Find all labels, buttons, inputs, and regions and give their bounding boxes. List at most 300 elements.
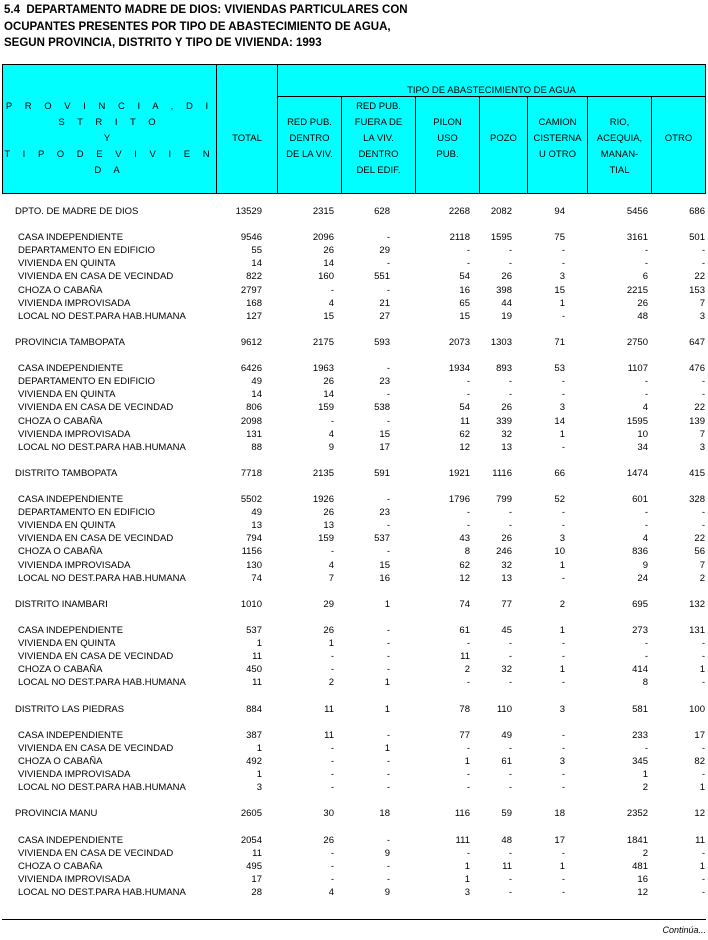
row-label: CASA INDEPENDIENTE: [18, 834, 124, 846]
cell-value: 1: [559, 559, 565, 571]
cell-value: -: [386, 664, 390, 676]
cell-value: -: [508, 769, 512, 781]
cell-value: -: [644, 742, 648, 754]
cell-value: 9: [642, 559, 648, 571]
cell-value: -: [644, 245, 648, 257]
cell-value: 7: [699, 559, 705, 571]
cell-value: 78: [459, 703, 470, 715]
cell-value: 22: [694, 271, 705, 283]
table-row: [0, 886, 708, 899]
cell-value: -: [561, 729, 565, 741]
cell-value: 387: [246, 729, 262, 741]
cell-value: 18: [554, 808, 565, 820]
cell-value: -: [386, 873, 390, 885]
cell-value: -: [508, 520, 512, 532]
cell-value: -: [701, 245, 705, 257]
cell-value: 111: [455, 834, 470, 846]
table-row: [0, 362, 708, 375]
cell-value: 9: [328, 441, 334, 453]
cell-value: -: [561, 441, 565, 453]
cell-value: 884: [246, 703, 262, 715]
table-row: [0, 663, 708, 676]
cell-value: 159: [318, 402, 334, 414]
section-row: [0, 336, 708, 349]
cell-value: 10: [637, 428, 648, 440]
cell-value: 9: [384, 886, 390, 898]
table-row: [0, 729, 708, 742]
row-label: DISTRITO LAS PIEDRAS: [15, 703, 125, 715]
cell-value: 11: [460, 415, 470, 427]
cell-value: -: [386, 520, 390, 532]
cell-value: -: [644, 389, 648, 401]
section-row: [0, 205, 708, 218]
cell-value: 14: [323, 389, 334, 401]
table-row: [0, 297, 708, 310]
cell-value: 12: [459, 441, 470, 453]
cell-value: 52: [554, 494, 565, 506]
cell-value: 153: [689, 284, 705, 296]
cell-value: -: [644, 258, 648, 270]
cell-value: -: [386, 415, 390, 427]
cell-value: 29: [323, 598, 334, 610]
cell-value: 3: [559, 755, 565, 767]
cell-value: -: [466, 769, 470, 781]
cell-value: 14: [251, 258, 262, 270]
cell-value: 3: [699, 310, 705, 322]
table-row: [0, 270, 708, 283]
cell-value: -: [466, 376, 470, 388]
cell-value: 5456: [626, 206, 648, 217]
row-label: LOCAL NO DEST.PARA HAB.HUMANA: [18, 677, 186, 689]
cell-value: 1934: [448, 363, 470, 375]
cell-value: 1: [464, 860, 470, 872]
cell-value: 7718: [240, 467, 262, 479]
cell-value: 414: [632, 664, 648, 676]
header-row-label: P R O V I N C I A , D I S T R I T O Y T I P O D E V I V I E N D A: [4, 101, 215, 176]
cell-value: 3: [464, 886, 470, 898]
cell-value: 11: [324, 729, 334, 741]
cell-value: 591: [374, 467, 390, 479]
table-row: [0, 375, 708, 388]
table-row: [0, 559, 708, 572]
cell-value: 22: [694, 402, 705, 414]
cell-value: -: [330, 782, 334, 794]
cell-value: -: [701, 651, 705, 663]
cell-value: -: [386, 729, 390, 741]
header-col-pilon: PILON USO PUB.: [433, 117, 462, 160]
cell-value: -: [561, 572, 565, 584]
table-row: [0, 284, 708, 297]
row-label: VIVIENDA EN QUINTA: [18, 520, 116, 532]
cell-value: 13: [323, 520, 334, 532]
cell-value: 581: [632, 703, 648, 715]
cell-value: -: [701, 638, 705, 650]
cell-value: 49: [251, 376, 262, 388]
header-col-otro: OTRO: [664, 133, 693, 144]
cell-value: 2750: [626, 336, 648, 348]
cell-value: 695: [632, 598, 648, 610]
row-label: CHOZA O CABAÑA: [18, 664, 103, 676]
row-label: CHOZA O CABAÑA: [18, 860, 103, 872]
cell-value: 14: [251, 389, 262, 401]
cell-value: 2: [559, 598, 565, 610]
cell-value: 59: [501, 808, 512, 820]
cell-value: 168: [246, 297, 262, 309]
cell-value: 54: [459, 271, 470, 283]
cell-value: 16: [637, 873, 648, 885]
row-label: VIVIENDA EN QUINTA: [18, 258, 116, 270]
row-label: DEPARTAMENTO EN EDIFICIO: [18, 245, 156, 257]
table-body: [0, 205, 708, 899]
cell-value: 17: [379, 441, 390, 453]
cell-value: 4: [328, 886, 334, 898]
cell-value: 3: [559, 271, 565, 283]
table-row: [0, 401, 708, 414]
cell-value: 11: [252, 847, 262, 859]
cell-value: 11: [460, 651, 470, 663]
table-row: [0, 781, 708, 794]
table-row: [0, 637, 708, 650]
cell-value: -: [508, 245, 512, 257]
cell-value: 26: [501, 402, 512, 414]
cell-value: 8: [464, 546, 470, 558]
table-row: [0, 493, 708, 506]
row-spacer: [0, 585, 708, 598]
cell-value: -: [386, 625, 390, 636]
cell-value: 1107: [627, 363, 648, 375]
cell-value: 88: [251, 441, 262, 453]
row-label: DEPARTAMENTO EN EDIFICIO: [18, 507, 156, 519]
row-label: LOCAL NO DEST.PARA HAB.HUMANA: [18, 572, 186, 584]
cell-value: 159: [318, 533, 334, 545]
cell-value: -: [561, 886, 565, 898]
cell-value: 1: [642, 769, 648, 781]
table-row: [0, 532, 708, 545]
cell-value: 132: [689, 598, 705, 610]
table-row: [0, 624, 708, 637]
cell-value: 2098: [240, 415, 262, 427]
cell-value: 9: [384, 847, 390, 859]
cell-value: 2352: [626, 808, 648, 820]
cell-value: -: [466, 782, 470, 794]
cell-value: -: [644, 376, 648, 388]
cell-value: 2: [464, 664, 470, 676]
cell-value: 1: [464, 755, 470, 767]
cell-value: -: [330, 415, 334, 427]
row-spacer: [0, 689, 708, 702]
cell-value: 26: [323, 625, 334, 636]
cell-value: 9612: [240, 336, 262, 348]
cell-value: 45: [501, 625, 512, 636]
cell-value: -: [644, 651, 648, 663]
cell-value: 794: [246, 533, 262, 545]
cell-value: 2118: [449, 232, 470, 244]
table-row: [0, 244, 708, 257]
title-line: SEGUN PROVINCIA, DISTRITO Y TIPO DE VIVIENDA: 1993: [4, 37, 322, 49]
row-label: LOCAL NO DEST.PARA HAB.HUMANA: [18, 782, 186, 794]
cell-value: -: [386, 494, 390, 506]
row-spacer: [0, 820, 708, 833]
cell-value: 1: [256, 638, 262, 650]
cell-value: 4: [328, 428, 334, 440]
cell-value: 7: [699, 428, 705, 440]
row-label: VIVIENDA EN CASA DE VECINDAD: [18, 533, 174, 545]
cell-value: -: [466, 389, 470, 401]
cell-value: 1: [328, 638, 334, 650]
cell-value: -: [386, 363, 390, 375]
cell-value: 398: [496, 284, 512, 296]
cell-value: 54: [459, 402, 470, 414]
cell-value: 62: [459, 559, 470, 571]
cell-value: 77: [459, 729, 470, 741]
cell-value: 2: [699, 572, 705, 584]
cell-value: -: [701, 376, 705, 388]
row-label: DEPARTAMENTO EN EDIFICIO: [18, 376, 156, 388]
cell-value: 246: [496, 546, 512, 558]
cell-value: 139: [689, 415, 705, 427]
cell-value: -: [330, 847, 334, 859]
cell-value: 74: [459, 598, 470, 610]
cell-value: -: [561, 651, 565, 663]
cell-value: 2135: [312, 467, 334, 479]
cell-value: -: [466, 507, 470, 519]
cell-value: -: [508, 886, 512, 898]
cell-value: 8: [642, 677, 648, 689]
cell-value: -: [644, 638, 648, 650]
cell-value: 450: [246, 664, 262, 676]
cell-value: 2073: [448, 336, 470, 348]
row-label: VIVIENDA IMPROVISADA: [18, 297, 131, 309]
row-label: LOCAL NO DEST.PARA HAB.HUMANA: [18, 441, 186, 453]
cell-value: 1303: [490, 336, 512, 348]
cell-value: 3: [256, 782, 262, 794]
title-line: 5.4 DEPARTAMENTO MADRE DE DIOS: VIVIENDAS PARTICULARES CON: [4, 4, 408, 16]
footer-rule: [2, 919, 706, 920]
cell-value: 799: [496, 494, 512, 506]
cell-value: 1963: [312, 363, 334, 375]
row-label: VIVIENDA EN CASA DE VECINDAD: [18, 847, 174, 859]
table-row: [0, 506, 708, 519]
cell-value: 501: [689, 232, 705, 244]
row-label: DISTRITO TAMBOPATA: [15, 467, 118, 479]
cell-value: 49: [501, 729, 512, 741]
row-label: LOCAL NO DEST.PARA HAB.HUMANA: [18, 886, 186, 898]
header-total: TOTAL: [232, 133, 262, 144]
cell-value: 19: [501, 310, 512, 322]
cell-value: 5502: [240, 494, 262, 506]
cell-value: 328: [689, 494, 705, 506]
cell-value: 1: [384, 703, 390, 715]
cell-value: 4: [328, 559, 334, 571]
cell-value: 22: [694, 533, 705, 545]
row-label: CASA INDEPENDIENTE: [18, 625, 124, 636]
cell-value: 339: [496, 415, 512, 427]
cell-value: 32: [501, 428, 512, 440]
cell-value: 1: [559, 664, 565, 676]
cell-value: 66: [554, 467, 565, 479]
cell-value: 32: [501, 664, 512, 676]
cell-value: 1116: [492, 467, 512, 479]
cell-value: 13: [501, 572, 512, 584]
cell-value: -: [508, 376, 512, 388]
cell-value: 7: [328, 572, 334, 584]
cell-value: 273: [632, 625, 648, 636]
cell-value: 2268: [448, 206, 470, 217]
row-label: CASA INDEPENDIENTE: [18, 232, 124, 244]
cell-value: 75: [554, 232, 565, 244]
cell-value: 1796: [448, 494, 470, 506]
cell-value: -: [701, 389, 705, 401]
cell-value: 130: [246, 559, 262, 571]
cell-value: 1: [256, 742, 262, 754]
cell-value: 18: [379, 808, 390, 820]
table-row: [0, 768, 708, 781]
cell-value: -: [561, 310, 565, 322]
row-label: PROVINCIA MANU: [15, 808, 98, 820]
cell-value: -: [508, 507, 512, 519]
cell-value: -: [466, 677, 470, 689]
cell-value: -: [330, 769, 334, 781]
cell-value: -: [701, 507, 705, 519]
table-header: [2, 64, 706, 194]
table-row: [0, 860, 708, 873]
cell-value: -: [386, 834, 390, 846]
cell-value: 2605: [240, 808, 262, 820]
header-col-pozo: POZO: [490, 133, 517, 144]
cell-value: -: [386, 651, 390, 663]
row-label: PROVINCIA TAMBOPATA: [15, 336, 125, 348]
cell-value: 65: [459, 297, 470, 309]
cell-value: 94: [554, 206, 565, 217]
row-spacer: [0, 349, 708, 362]
row-spacer: [0, 218, 708, 231]
table-row: [0, 428, 708, 441]
table-title: [4, 2, 408, 52]
cell-value: 9546: [240, 232, 262, 244]
table-row: [0, 572, 708, 585]
cell-value: -: [561, 520, 565, 532]
cell-value: -: [386, 769, 390, 781]
cell-value: 17: [554, 834, 565, 846]
title-line: OCUPANTES PRESENTES POR TIPO DE ABASTECIMIENTO DE AGUA,: [4, 20, 391, 33]
cell-value: 100: [689, 703, 705, 715]
cell-value: 593: [374, 336, 390, 348]
header-col-rio: RIO, ACEQUIA, MANAN- TIAL: [596, 117, 643, 176]
cell-value: 2082: [490, 206, 512, 217]
cell-value: 82: [694, 755, 705, 767]
table-row: [0, 847, 708, 860]
cell-value: -: [508, 651, 512, 663]
cell-value: 1474: [626, 467, 648, 479]
cell-value: 26: [323, 834, 334, 846]
cell-value: 13529: [235, 206, 262, 217]
cell-value: -: [386, 232, 390, 244]
cell-value: 4: [642, 533, 648, 545]
cell-value: 11: [695, 834, 705, 846]
table-row: [0, 519, 708, 532]
cell-value: 806: [246, 402, 262, 414]
cell-value: 116: [454, 808, 470, 820]
cell-value: -: [561, 376, 565, 388]
row-spacer: [0, 611, 708, 624]
cell-value: -: [561, 638, 565, 650]
cell-value: 1: [559, 428, 565, 440]
cell-value: 127: [246, 310, 262, 322]
cell-value: 1: [559, 625, 565, 636]
cell-value: 11: [252, 651, 262, 663]
cell-value: 551: [374, 271, 390, 283]
cell-value: 26: [501, 271, 512, 283]
cell-value: 55: [251, 245, 262, 257]
cell-value: -: [466, 258, 470, 270]
section-row: [0, 703, 708, 716]
cell-value: -: [508, 389, 512, 401]
cell-value: 1595: [490, 232, 512, 244]
row-label: VIVIENDA EN QUINTA: [18, 638, 116, 650]
header-col-red-fuera: RED PUB. FUERA DE LA VIV. DENTRO DEL EDIF.: [354, 101, 403, 176]
cell-value: 1156: [241, 546, 262, 558]
cell-value: -: [561, 847, 565, 859]
cell-value: 4: [328, 297, 334, 309]
table-row: [0, 545, 708, 558]
table-row: [0, 441, 708, 454]
cell-value: 1: [699, 860, 705, 872]
cell-value: 6426: [240, 363, 262, 375]
cell-value: -: [466, 520, 470, 532]
cell-value: 24: [637, 572, 648, 584]
table-row: [0, 257, 708, 270]
cell-value: 1: [699, 782, 705, 794]
row-label: VIVIENDA IMPROVISADA: [18, 559, 131, 571]
cell-value: 3: [559, 533, 565, 545]
cell-value: 893: [496, 363, 512, 375]
cell-value: 131: [246, 428, 262, 440]
cell-value: 538: [374, 402, 390, 414]
section-row: [0, 467, 708, 480]
row-spacer: [0, 454, 708, 467]
cell-value: -: [330, 873, 334, 885]
cell-value: -: [330, 651, 334, 663]
cell-value: -: [386, 860, 390, 872]
cell-value: 537: [374, 533, 390, 545]
table-row: [0, 415, 708, 428]
cell-value: 17: [251, 873, 262, 885]
table-row: [0, 388, 708, 401]
table-row: [0, 834, 708, 847]
row-label: CHOZA O CABAÑA: [18, 284, 103, 296]
cell-value: -: [386, 755, 390, 767]
header-col-red-dentro: RED PUB. DENTRO DE LA VIV.: [286, 117, 333, 160]
cell-value: -: [701, 677, 705, 689]
row-label: VIVIENDA IMPROVISADA: [18, 428, 131, 440]
cell-value: 77: [501, 598, 512, 610]
cell-value: 1595: [626, 415, 648, 427]
cell-value: 34: [637, 441, 648, 453]
header-col-camion: CAMION CISTERNA U OTRO: [533, 117, 582, 160]
row-label: VIVIENDA EN CASA DE VECINDAD: [18, 271, 174, 283]
cell-value: 537: [246, 625, 262, 636]
cell-value: 30: [323, 808, 334, 820]
cell-value: -: [644, 507, 648, 519]
cell-value: 13: [251, 520, 262, 532]
row-label: DPTO. DE MADRE DE DIOS: [15, 206, 139, 217]
cell-value: -: [561, 782, 565, 794]
cell-value: -: [466, 742, 470, 754]
row-label: CASA INDEPENDIENTE: [18, 729, 124, 741]
cell-value: -: [561, 769, 565, 781]
cell-value: -: [644, 520, 648, 532]
cell-value: -: [508, 638, 512, 650]
